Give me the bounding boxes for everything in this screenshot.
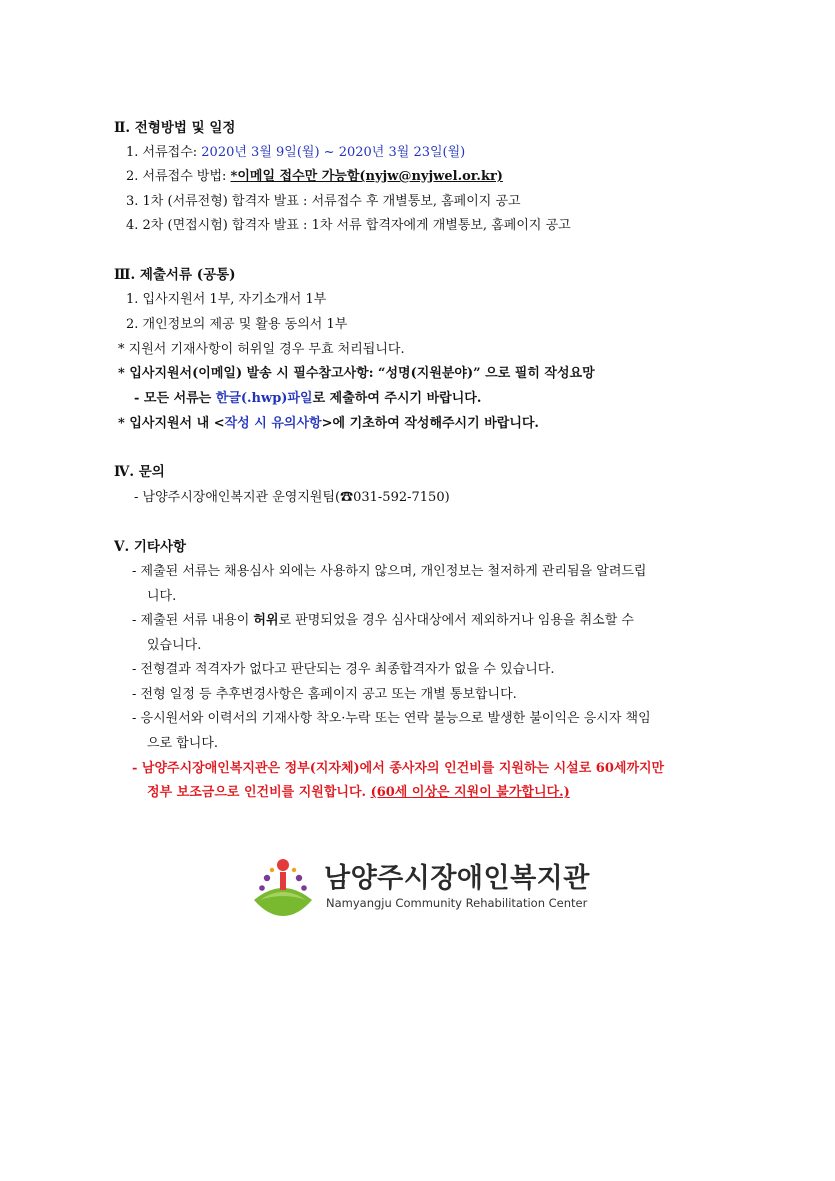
section-2-heading: Ⅱ. 전형방법 및 일정 [114,120,236,136]
s2-item-3: 3. 1차 (서류전형) 합격자 발표 : 서류접수 후 개별통보, 홈페이지 공고 [126,194,521,209]
section-4-heading: Ⅳ. 문의 [114,464,165,480]
s2-item-1 [126,144,465,162]
s5-line-1a: - 제출된 서류는 채용심사 외에는 사용하지 않으며, 개인정보는 철저하게 관리됨을 알려드립 [132,564,647,579]
s2-item-2 [126,168,503,186]
s5-line-2a [132,612,634,630]
s5-line-2b: 있습니다. [147,638,202,653]
s5-line-5a: - 응시원서와 이력서의 기재사항 착오·누락 또는 연락 불능으로 발생한 불이익은 응시자 책임 [132,711,651,726]
logo-subtitle: Namyangju Community Rehabilitation Center [326,896,588,910]
s5-line-6b [147,784,570,802]
s3-note-2: * 입사지원서(이메일) 발송 시 필수참고사항: “성명(지원분야)” 으로 필히 작성요망 [118,366,595,381]
s3-note-3 [134,390,481,408]
s3-note-1: * 지원서 기재사항이 허위일 경우 무효 처리됩니다. [118,342,405,357]
s3-item-2: 2. 개인정보의 제공 및 활용 동의서 1부 [126,317,348,332]
s5-line-3: - 전형결과 적격자가 없다고 판단되는 경우 최종합격자가 없을 수 있습니다. [132,662,555,677]
logo-title: 남양주시장애인복지관 [324,863,590,894]
s5-line-6b-pre: 정부 보조금으로 인건비를 지원합니다. [147,785,371,800]
s3-note-4-post: >에 기초하여 작성해주시기 바랍니다. [321,416,539,431]
s3-note-4-pre: * 입사지원서 내 < [118,416,225,431]
s5-line-6a: - 남양주시장애인복지관은 정부(지자체)에서 종사자의 인건비를 지원하는 시설로 60세까지만 [132,761,665,776]
s5-line-1b: 니다. [147,589,177,604]
organization-logo [250,856,590,918]
s3-note-3-pre: - 모든 서류는 [134,391,216,406]
s5-line-2a-false: 허위 [253,613,279,628]
s4-contact: - 남양주시장애인복지관 운영지원팀(☎031-592-7150) [134,490,450,505]
s2-item-1-date: 2020년 3월 9일(월) ~ 2020년 3월 23일(월) [201,145,466,160]
s5-line-5b: 으로 합니다. [147,736,219,751]
s3-note-3-post: 로 제출하여 주시기 바랍니다. [312,391,482,406]
s3-note-3-file-type: 한글(.hwp)파일 [215,391,313,406]
s3-item-1: 1. 입사지원서 1부, 자기소개서 1부 [126,292,327,307]
s3-note-4-guide: 작성 시 유의사항 [224,416,322,431]
s2-item-1-label: 1. 서류접수: [126,145,202,160]
s2-item-2-label: 2. 서류접수 방법: [126,169,231,184]
section-3-heading: Ⅲ. 제출서류 (공통) [114,267,236,283]
s2-item-4: 4. 2차 (면접시험) 합격자 발표 : 1차 서류 합격자에게 개별통보, 홈페이지 공고 [126,218,571,233]
s5-line-2a-post: 로 판명되었을 경우 심사대상에서 제외하거나 임용을 취소할 수 [278,613,634,628]
s5-line-6b-underlined: (60세 이상은 지원이 불가합니다.) [370,785,570,800]
s5-line-4: - 전형 일정 등 추후변경사항은 홈페이지 공고 또는 개별 통보합니다. [132,687,517,702]
section-5-heading: Ⅴ. 기타사항 [114,539,187,555]
s3-note-4 [118,415,539,433]
s2-item-2-email-note: *이메일 접수만 가능함(nyjw@nyjwel.or.kr) [230,169,503,184]
s5-line-2a-pre: - 제출된 서류 내용이 [132,613,254,628]
logo-emblem-icon [250,856,316,916]
